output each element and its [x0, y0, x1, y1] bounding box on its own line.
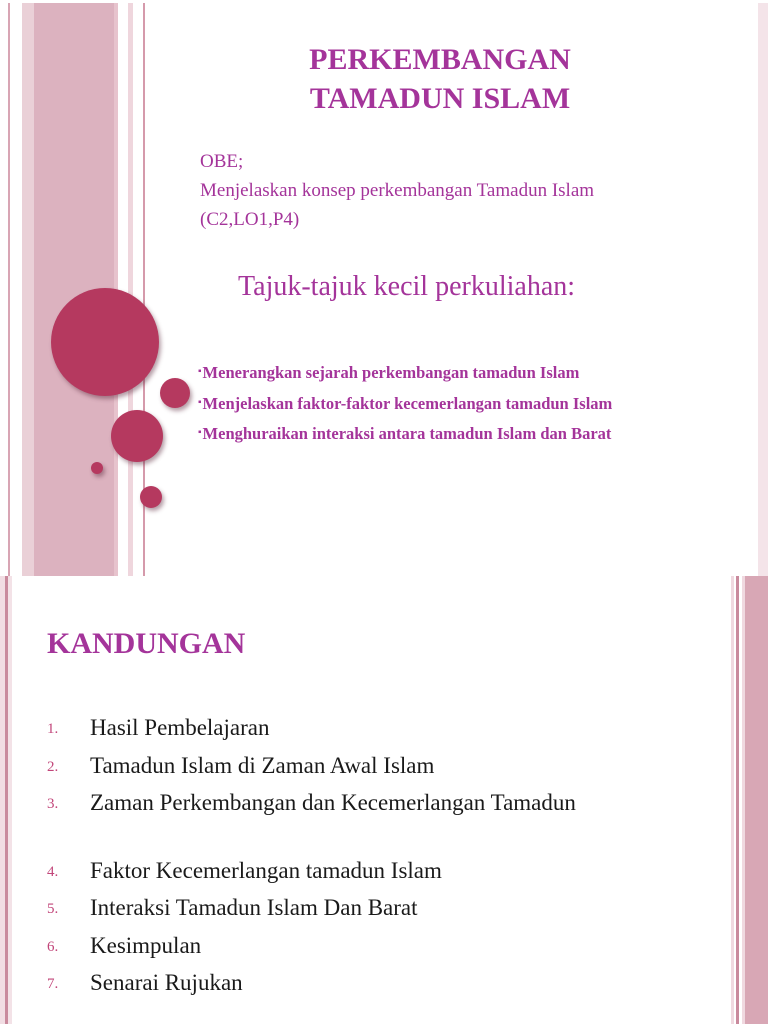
- contents-heading: KANDUNGAN: [47, 627, 246, 660]
- medium-circle: [111, 410, 163, 462]
- square-bullet-icon: ▪: [198, 366, 202, 377]
- stripe: [8, 0, 10, 576]
- stripe: [8, 576, 12, 1024]
- square-bullet-icon: ▪: [198, 396, 202, 408]
- list-number: 7.: [47, 976, 59, 992]
- stripe: [22, 0, 34, 576]
- obe-code: (C2,LO1,P4): [200, 209, 300, 230]
- list-text: Kesimpulan: [90, 933, 202, 958]
- list-number: 5.: [47, 901, 59, 917]
- obe-block: [200, 147, 720, 234]
- slide-contents: [0, 576, 768, 1024]
- slide-title-heading: [200, 40, 680, 118]
- stripe: [128, 0, 133, 576]
- list-number: 4.: [47, 864, 59, 880]
- list-number: 6.: [47, 939, 59, 955]
- stripe: [745, 576, 768, 1024]
- tiny-circle: [91, 462, 103, 474]
- subtopics-list: [198, 357, 612, 449]
- square-bullet-icon: ▪: [198, 427, 202, 438]
- topic-text: Menghuraikan interaksi antara tamadun Islam dan Barat: [202, 424, 612, 443]
- list-number: 2.: [47, 759, 59, 775]
- list-text: Tamadun Islam di Zaman Awal Islam: [90, 753, 435, 778]
- obe-text: Menjelaskan konsep perkembangan Tamadun Islam: [200, 180, 595, 201]
- large-circle: [51, 288, 159, 396]
- list-text: Senarai Rujukan: [90, 970, 243, 995]
- stripe: [758, 0, 768, 576]
- list-text: Zaman Perkembangan dan Kecemerlangan Tamadun: [90, 790, 576, 815]
- top-edge: [0, 0, 768, 3]
- stripe: [736, 576, 739, 1024]
- topic-text: Menerangkan sejarah perkembangan tamadun Islam: [202, 363, 580, 382]
- subtopics-heading: Tajuk-tajuk kecil perkuliahan:: [238, 271, 576, 302]
- list-text: Hasil Pembelajaran: [90, 715, 270, 740]
- title-line: TAMADUN ISLAM: [309, 82, 571, 115]
- obe-label: OBE;: [200, 151, 244, 172]
- list-item: [198, 418, 612, 449]
- title-line: PERKEMBANGAN: [309, 43, 571, 76]
- list-item: [198, 388, 612, 419]
- stripe: [731, 576, 734, 1024]
- list-number: 3.: [47, 796, 59, 812]
- topic-text: Menjelaskan faktor-faktor kecemerlangan tamadun Islam: [202, 393, 613, 413]
- small-circle: [160, 378, 190, 408]
- list-text: Faktor Kecemerlangan tamadun Islam: [90, 858, 442, 883]
- list-text: Interaksi Tamadun Islam Dan Barat: [90, 895, 418, 920]
- list-item: [198, 357, 612, 388]
- list-number: 1.: [47, 721, 59, 737]
- small-circle: [140, 486, 162, 508]
